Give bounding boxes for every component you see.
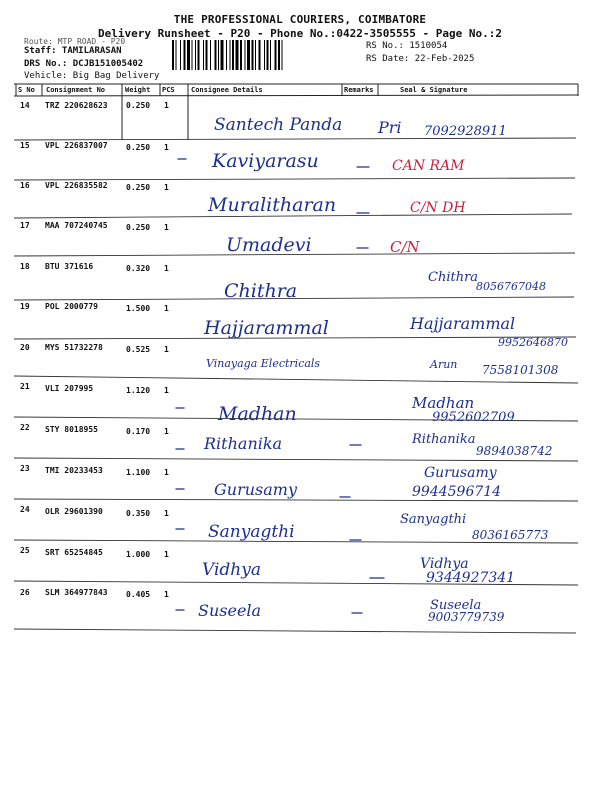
row-20-consignment: MYS 51732278 [45,343,103,352]
row-26-consignee: Suseela [198,601,262,620]
row-26-weight: 0.405 [126,590,151,599]
row-19-weight: 1.500 [126,304,151,313]
row-15-sno: 15 [20,141,30,150]
row-21-consignment: VLI 207995 [45,384,94,393]
drs-number: DRS No.: DCJB151005402 [24,59,144,69]
row-17-weight: 0.250 [126,223,151,232]
row-17-consignee: Umadevi [226,234,312,256]
row-20-pcs: 1 [164,345,169,354]
row-17-consignment: MAA 707240745 [45,221,108,230]
row-24-pcs: 1 [164,509,169,518]
row-18-signature: Chithra [428,270,479,285]
row-15-signature: CAN RAM [392,158,465,174]
row-25-pcs: 1 [164,550,169,559]
row-23-pcs: 1 [164,468,169,477]
row-19-signature: Hajjarammal [410,314,516,333]
row-23-consignment: TMI 20233453 [45,466,103,475]
row-15-consignee: Kaviyarasu [212,150,319,172]
row-19-sno: 19 [20,302,30,311]
row-25-consignee: Vidhya [202,560,261,580]
row-26-phone: 9003779739 [428,610,505,624]
row-17-sno: 17 [20,221,30,230]
column-header-remarks: Remarks [344,86,374,94]
row-25-consignment: SRT 65254845 [45,548,103,557]
row-20-consignee: Vinayaga Electricals [206,357,321,370]
row-21-signature: Madhan [412,394,475,412]
row-21-phone: 9952602709 [432,410,515,425]
row-20-phone: 7558101308 [482,363,559,377]
row-22-sno: 22 [20,423,30,432]
rs-date: RS Date: 22-Feb-2025 [366,54,475,64]
row-14-phone: 7092928911 [424,124,507,139]
row-16-signature: C/N DH [410,200,466,216]
row-22-pcs: 1 [164,427,169,436]
row-23-phone: 9944596714 [412,484,502,500]
row-24-sno: 24 [20,505,30,514]
column-header-consignment: Consignment No [46,86,106,94]
row-25-phone: 9344927341 [426,570,516,586]
row-15-weight: 0.250 [126,143,151,152]
row-19-phone: 9952646870 [498,336,568,349]
row-21-consignee: Madhan [218,403,297,425]
row-25-signature: Vidhya [420,556,469,572]
row-18-pcs: 1 [164,264,169,273]
row-23-sno: 23 [20,464,30,473]
column-header-seal: Seal & Signature [400,86,468,94]
row-24-signature: Sanyagthi [400,512,467,527]
column-header-pcs: PCS [162,86,175,94]
row-20-sno: 20 [20,343,30,352]
row-18-phone: 8056767048 [476,280,546,293]
row-24-consignment: OLR 29601390 [45,507,103,516]
row-26-consignment: SLM 364977843 [45,588,108,597]
row-14-consignee: Santech Panda [214,115,343,135]
row-25-weight: 1.000 [126,550,151,559]
row-22-consignee: Rithanika [204,434,283,453]
staff-line: Staff: TAMILARASAN [24,46,122,56]
company-title: THE PROFESSIONAL COURIERS, COIMBATORE [173,13,427,26]
row-21-sno: 21 [20,382,30,391]
row-16-sno: 16 [20,181,30,190]
row-16-pcs: 1 [164,183,169,192]
row-21-pcs: 1 [164,386,169,395]
row-18-weight: 0.320 [126,264,151,273]
row-16-consignee: Muralitharan [208,194,337,216]
row-14-signature: Pri [378,118,402,137]
row-14-pcs: 1 [164,101,169,110]
row-18-sno: 18 [20,262,30,271]
row-22-consignment: STY 8018955 [45,425,98,434]
row-18-consignee: Chithra [224,280,298,302]
row-15-pcs: 1 [164,143,169,152]
row-17-signature: C/N [390,238,420,256]
row-21-weight: 1.120 [126,386,151,395]
row-19-consignment: POL 2000779 [45,302,98,311]
row-17-pcs: 1 [164,223,169,232]
row-14-sno: 14 [20,101,30,110]
row-26-signature: Suseela [430,598,482,613]
row-23-signature: Gurusamy [424,465,497,481]
row-14-consignment: TRZ 220628623 [45,101,108,110]
row-24-phone: 8036165773 [472,528,549,542]
row-19-consignee: Hajjarammal [204,317,329,339]
row-14-weight: 0.250 [126,101,151,110]
row-16-consignment: VPL 226835582 [45,181,108,190]
row-26-pcs: 1 [164,590,169,599]
column-header-consignee: Consignee Details [191,86,263,94]
rs-number: RS No.: 1510054 [366,41,448,51]
row-24-consignee: Sanyagthi [208,522,295,542]
row-20-weight: 0.525 [126,345,151,354]
route-line: Route: MTP ROAD - P20 [24,37,126,46]
row-22-weight: 0.170 [126,427,151,436]
row-19-pcs: 1 [164,304,169,313]
row-24-weight: 0.350 [126,509,151,518]
row-22-signature: Rithanika [412,432,476,447]
row-18-consignment: BTU 371616 [45,262,94,271]
row-25-sno: 25 [20,546,30,555]
row-23-consignee: Gurusamy [214,480,297,499]
row-22-phone: 9894038742 [476,444,553,458]
row-16-weight: 0.250 [126,183,151,192]
column-header-sno: S No [18,86,35,94]
row-20-signature: Arun [430,358,458,371]
row-23-weight: 1.100 [126,468,151,477]
vehicle-line: Vehicle: Big Bag Delivery [24,71,160,81]
runsheet-subtitle: Delivery Runsheet - P20 - Phone No.:0422-3505555 - Page No.:2 [98,27,502,40]
row-15-consignment: VPL 226837007 [45,141,108,150]
column-header-weight: Weight [125,86,151,94]
row-26-sno: 26 [20,588,30,597]
